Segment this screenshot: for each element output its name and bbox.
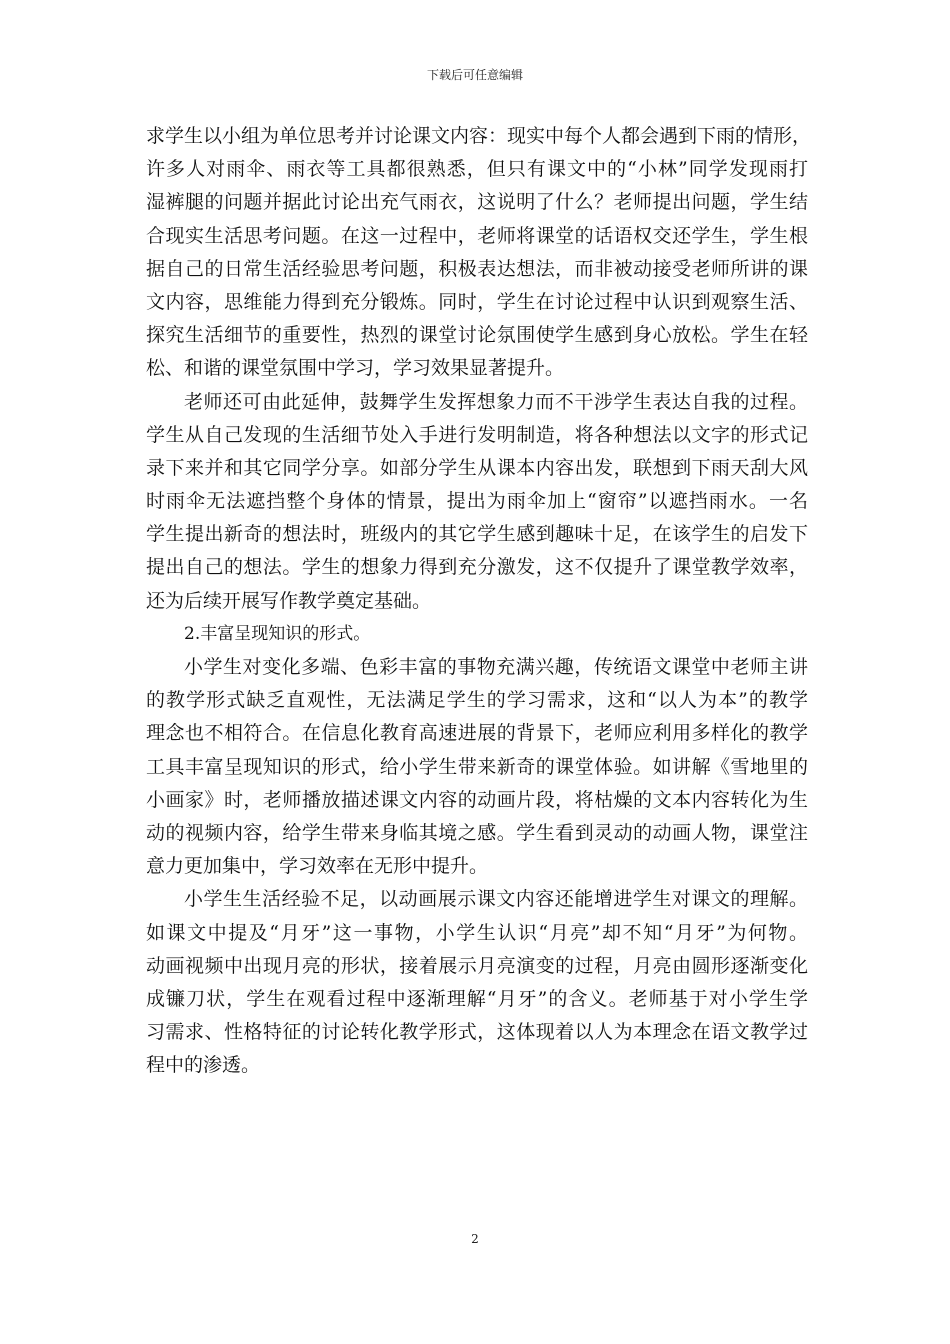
text-line: 合现实生活思考问题。在这一过程中，老师将课堂的话语权交还学生，学生根 bbox=[146, 224, 808, 247]
page-header: 下载后可任意编辑 bbox=[426, 68, 523, 82]
page-number: 2 bbox=[471, 1232, 479, 1246]
text-line: 探究生活细节的重要性，热烈的课堂讨论氛围使学生感到身心放松。学生在轻 bbox=[146, 324, 808, 347]
text-line: 湿裤腿的问题并据此讨论出充气雨衣，这说明了什么？老师提出问题，学生结 bbox=[146, 191, 808, 214]
text-line: 学生提出新奇的想法时，班级内的其它学生感到趣味十足，在该学生的启发下 bbox=[146, 523, 808, 546]
text-line: 文内容，思维能力得到充分锻炼。同时，学生在讨论过程中认识到观察生活、 bbox=[146, 290, 808, 313]
text-line: 据自己的日常生活经验思考问题，积极表达想法，而非被动接受老师所讲的课 bbox=[146, 257, 808, 280]
text-line: 录下来并和其它同学分享。如部分学生从课本内容出发，联想到下雨天刮大风 bbox=[146, 456, 808, 479]
text-line: 松、和谐的课堂氛围中学习，学习效果显著提升。 bbox=[146, 357, 565, 380]
paragraph bbox=[146, 386, 808, 618]
text-line: 小画家》时，老师播放描述课文内容的动画片段，将枯燥的文本内容转化为生 bbox=[146, 788, 808, 811]
text-line: 老师还可由此延伸，鼓舞学生发挥想象力而不干涉学生表达自我的过程。 bbox=[184, 390, 808, 413]
text-line: 习需求、性格特征的讨论转化教学形式，这体现着以人为本理念在语文教学过 bbox=[146, 1021, 808, 1044]
text-line: 动画视频中出现月亮的形状，接着展示月亮演变的过程，月亮由圆形逐渐变化 bbox=[146, 954, 808, 977]
text-line: 时雨伞无法遮挡整个身体的情景，提出为雨伞加上“窗帘”以遮挡雨水。一名 bbox=[146, 490, 808, 513]
paragraph bbox=[146, 651, 808, 883]
text-line: 的教学形式缺乏直观性，无法满足学生的学习需求，这和“以人为本”的教学 bbox=[146, 689, 808, 712]
paragraph bbox=[146, 120, 812, 386]
text-line: 工具丰富呈现知识的形式，给小学生带来新奇的课堂体验。如讲解《雪地里的 bbox=[146, 755, 808, 778]
text-line: 意力更加集中，学习效率在无形中提升。 bbox=[146, 855, 489, 878]
text-line: 小学生对变化多端、色彩丰富的事物充满兴趣，传统语文课堂中老师主讲 bbox=[184, 656, 808, 678]
text-line: 动的视频内容，给学生带来身临其境之感。学生看到灵动的动画人物，课堂注 bbox=[146, 821, 808, 844]
text-line: 成镰刀状，学生在观看过程中逐渐理解“月牙”的含义。老师基于对小学生学 bbox=[146, 987, 808, 1010]
text-line: 求学生以小组为单位思考并讨论课文内容：现实中每个人都会遇到下雨的情形， bbox=[146, 125, 812, 147]
text-line: 学生从自己发现的生活细节处入手进行发明制造，将各种想法以文字的形式记 bbox=[146, 423, 808, 446]
text-line: 许多人对雨伞、雨衣等工具都很熟悉，但只有课文中的“小林”同学发现雨打 bbox=[146, 158, 808, 181]
document-body bbox=[146, 120, 812, 1082]
text-line: 提出自己的想法。学生的想象力得到充分激发，这不仅提升了课堂教学效率， bbox=[146, 556, 808, 579]
section-heading: 2.丰富呈现知识的形式。 bbox=[184, 623, 371, 644]
text-line: 如课文中提及“月牙”这一事物，小学生认识“月亮”却不知“月牙”为何物。 bbox=[146, 921, 808, 944]
text-line: 理念也不相符合。在信息化教育高速进展的背景下，老师应利用多样化的教学 bbox=[146, 722, 808, 745]
text-line: 程中的渗透。 bbox=[146, 1054, 261, 1077]
text-line: 小学生生活经验不足，以动画展示课文内容还能增进学生对课文的理解。 bbox=[184, 888, 808, 911]
text-line: 还为后续开展写作教学奠定基础。 bbox=[146, 589, 432, 612]
paragraph bbox=[146, 883, 808, 1082]
